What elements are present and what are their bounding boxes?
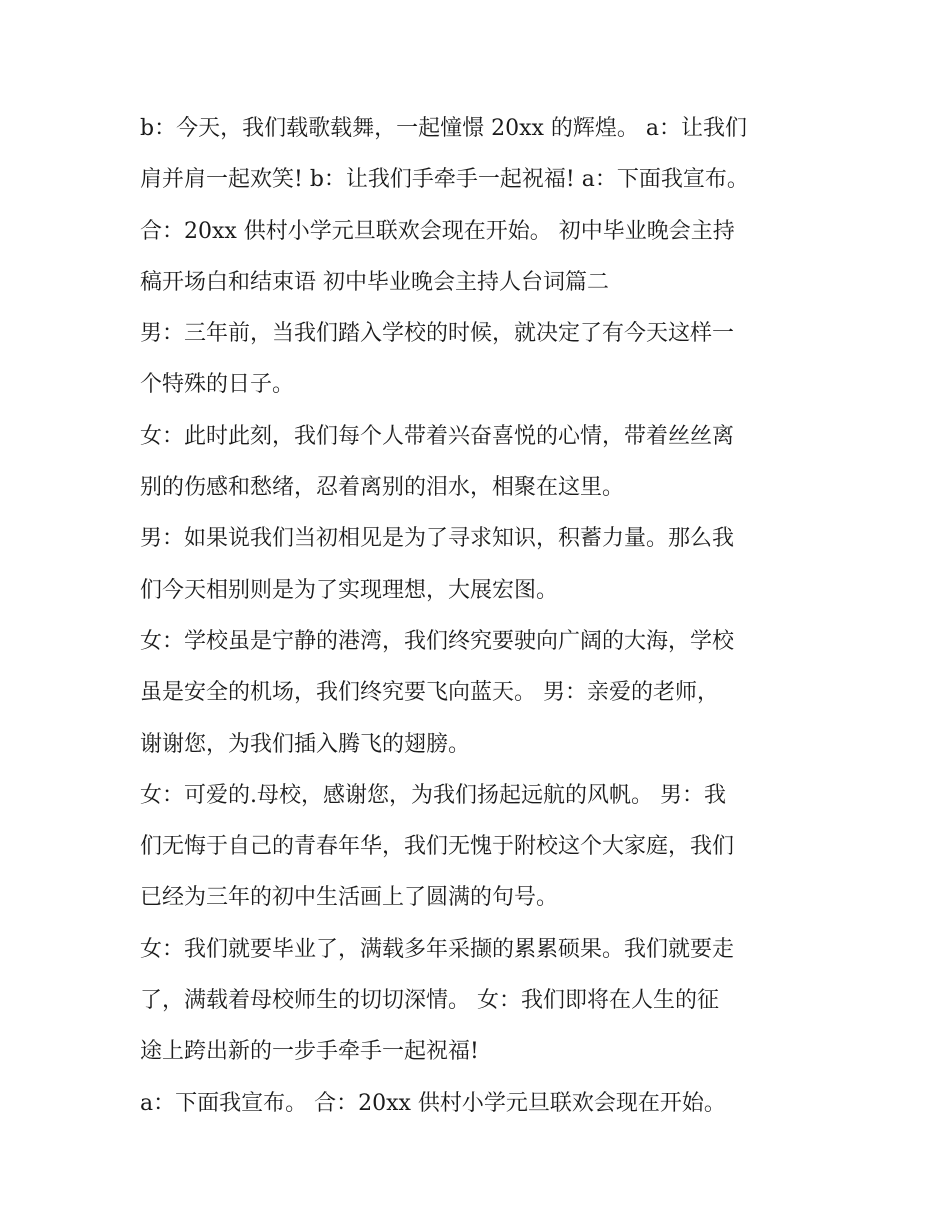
text-line: 女：此时此刻，我们每个人带着兴奋喜悦的心情，带着丝丝离 [140,423,735,449]
text-line: 女：我们就要毕业了，满载多年采撷的累累硕果。我们就要走 [140,936,735,962]
text-line: 肩并肩一起欢笑! b：让我们手牵手一起祝福! a：下面我宣布。 [140,167,749,193]
text-line: a：下面我宣布。 合：20xx 供村小学元旦联欢会现在开始。 [140,1090,726,1116]
text-line: 男：如果说我们当初相见是为了寻求知识，积蓄力量。那么我 [140,526,735,552]
text-line: 虽是安全的机场，我们终究要飞向蓝天。 男：亲爱的老师， [140,680,719,706]
text-line: 谢谢您，为我们插入腾飞的翅膀。 [140,731,471,757]
text-line: 了，满载着母校师生的切切深情。 女：我们即将在人生的征 [140,988,719,1014]
text-line: 途上跨出新的一步手牵手一起祝福! [140,1039,479,1065]
text-line: 女：可爱的.母校，感谢您，为我们扬起远航的风帆。 男：我 [140,782,726,808]
document-body [140,103,820,1129]
text-line: b：今天，我们载歌载舞，一起憧憬 20xx 的辉煌。 a：让我们 [140,116,747,141]
text-line: 合：20xx 供村小学元旦联欢会现在开始。 初中毕业晚会主持 [140,218,735,244]
text-line: 们今天相别则是为了实现理想，大展宏图。 [140,577,559,603]
text-line: 们无悔于自己的青春年华，我们无愧于附校这个大家庭，我们 [140,834,735,860]
text-line: 别的伤感和愁绪，忍着离别的泪水，相聚在这里。 [140,475,625,501]
text-line: 稿开场白和结束语 初中毕业晚会主持人台词篇二 [140,269,609,295]
text-line: 女：学校虽是宁静的港湾，我们终究要驶向广阔的大海，学校 [140,628,735,654]
text-line: 个特殊的日子。 [140,372,295,398]
text-line: 已经为三年的初中生活画上了圆满的句号。 [140,885,559,911]
text-line: 男：三年前，当我们踏入学校的时候，就决定了有今天这样一 [140,321,735,347]
